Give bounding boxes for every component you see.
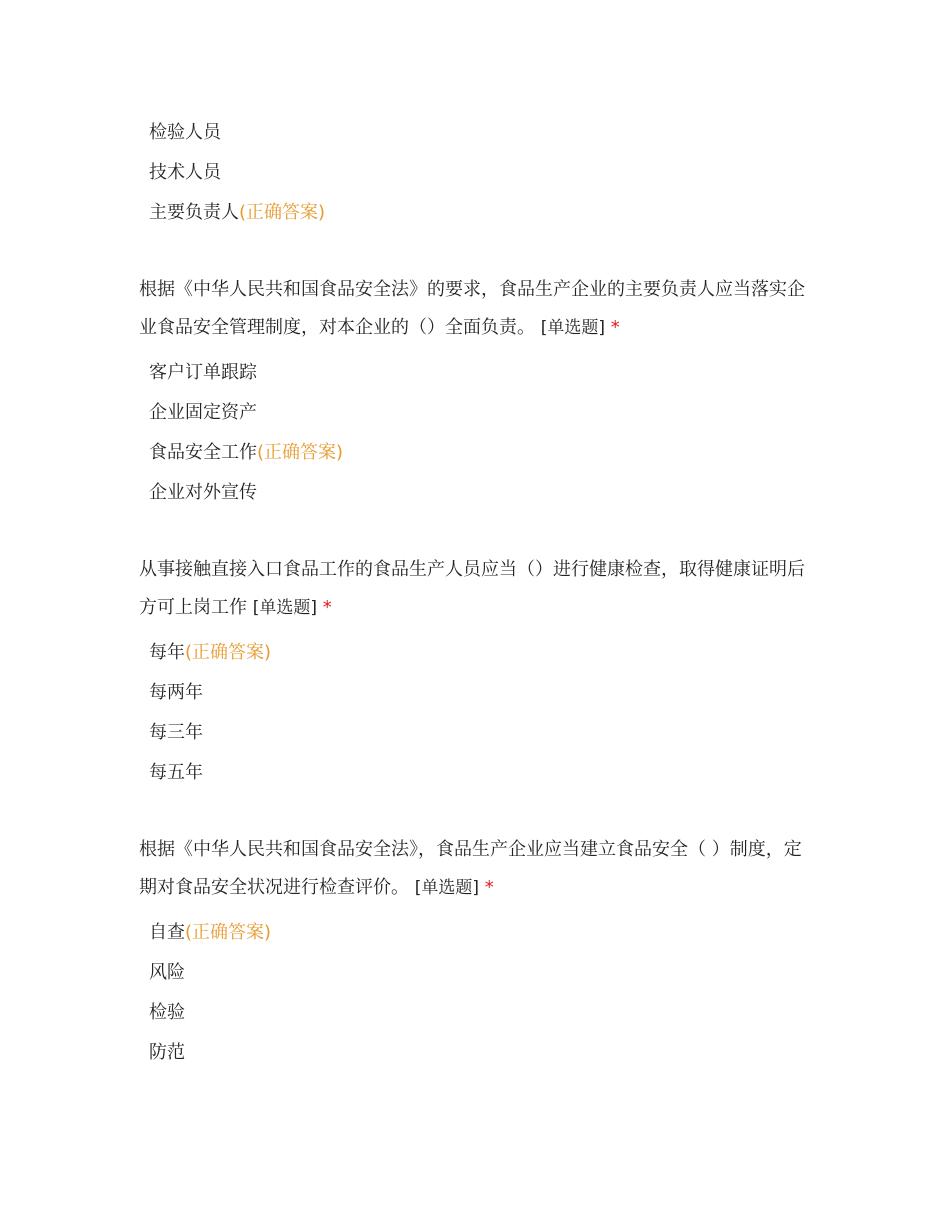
option-q0-c: 主要负责人(正确答案) xyxy=(149,202,326,223)
option-q1-a: 客户订单跟踪 xyxy=(149,362,257,383)
correct-answer-marker: (正确答案) xyxy=(185,922,272,943)
option-q1-d: 企业对外宣传 xyxy=(149,482,257,503)
option-q1-b: 企业固定资产 xyxy=(149,402,257,423)
correct-answer-marker: (正确答案) xyxy=(239,202,326,223)
question-type: [单选题] xyxy=(414,878,479,898)
correct-answer-marker: (正确答案) xyxy=(185,642,272,663)
question-type: [单选题] xyxy=(540,318,605,338)
option-q3-b: 风险 xyxy=(149,962,185,983)
required-marker: * xyxy=(484,877,494,898)
option-q3-a: 自查(正确答案) xyxy=(149,922,272,943)
option-q3-c: 检验 xyxy=(149,1002,185,1023)
option-q3-d: 防范 xyxy=(149,1042,185,1063)
required-marker: * xyxy=(322,597,332,618)
question-text: 从事接触直接入口食品工作的食品生产人员应当（）进行健康检查，取得健康证明后方可上岗工作 xyxy=(139,559,805,618)
required-marker: * xyxy=(610,317,620,338)
question-2 xyxy=(139,551,819,627)
option-q2-b: 每两年 xyxy=(149,682,203,703)
option-q2-d: 每五年 xyxy=(149,762,203,783)
option-q1-c: 食品安全工作(正确答案) xyxy=(149,442,344,463)
option-q2-a: 每年(正确答案) xyxy=(149,642,272,663)
question-type: [单选题] xyxy=(252,598,317,618)
option-q0-a: 检验人员 xyxy=(149,122,221,143)
correct-answer-marker: (正确答案) xyxy=(257,442,344,463)
option-q0-b: 技术人员 xyxy=(149,162,221,183)
question-3 xyxy=(139,831,819,907)
option-q2-c: 每三年 xyxy=(149,722,203,743)
question-text: 根据《中华人民共和国食品安全法》，食品生产企业应当建立食品安全（ ）制度，定期对食品安全状况进行检查评价。 xyxy=(139,839,802,898)
question-text: 根据《中华人民共和国食品安全法》的要求，食品生产企业的主要负责人应当落实企业食品安全管理制度，对本企业的（）全面负责。 xyxy=(139,279,805,338)
question-1 xyxy=(139,271,819,347)
